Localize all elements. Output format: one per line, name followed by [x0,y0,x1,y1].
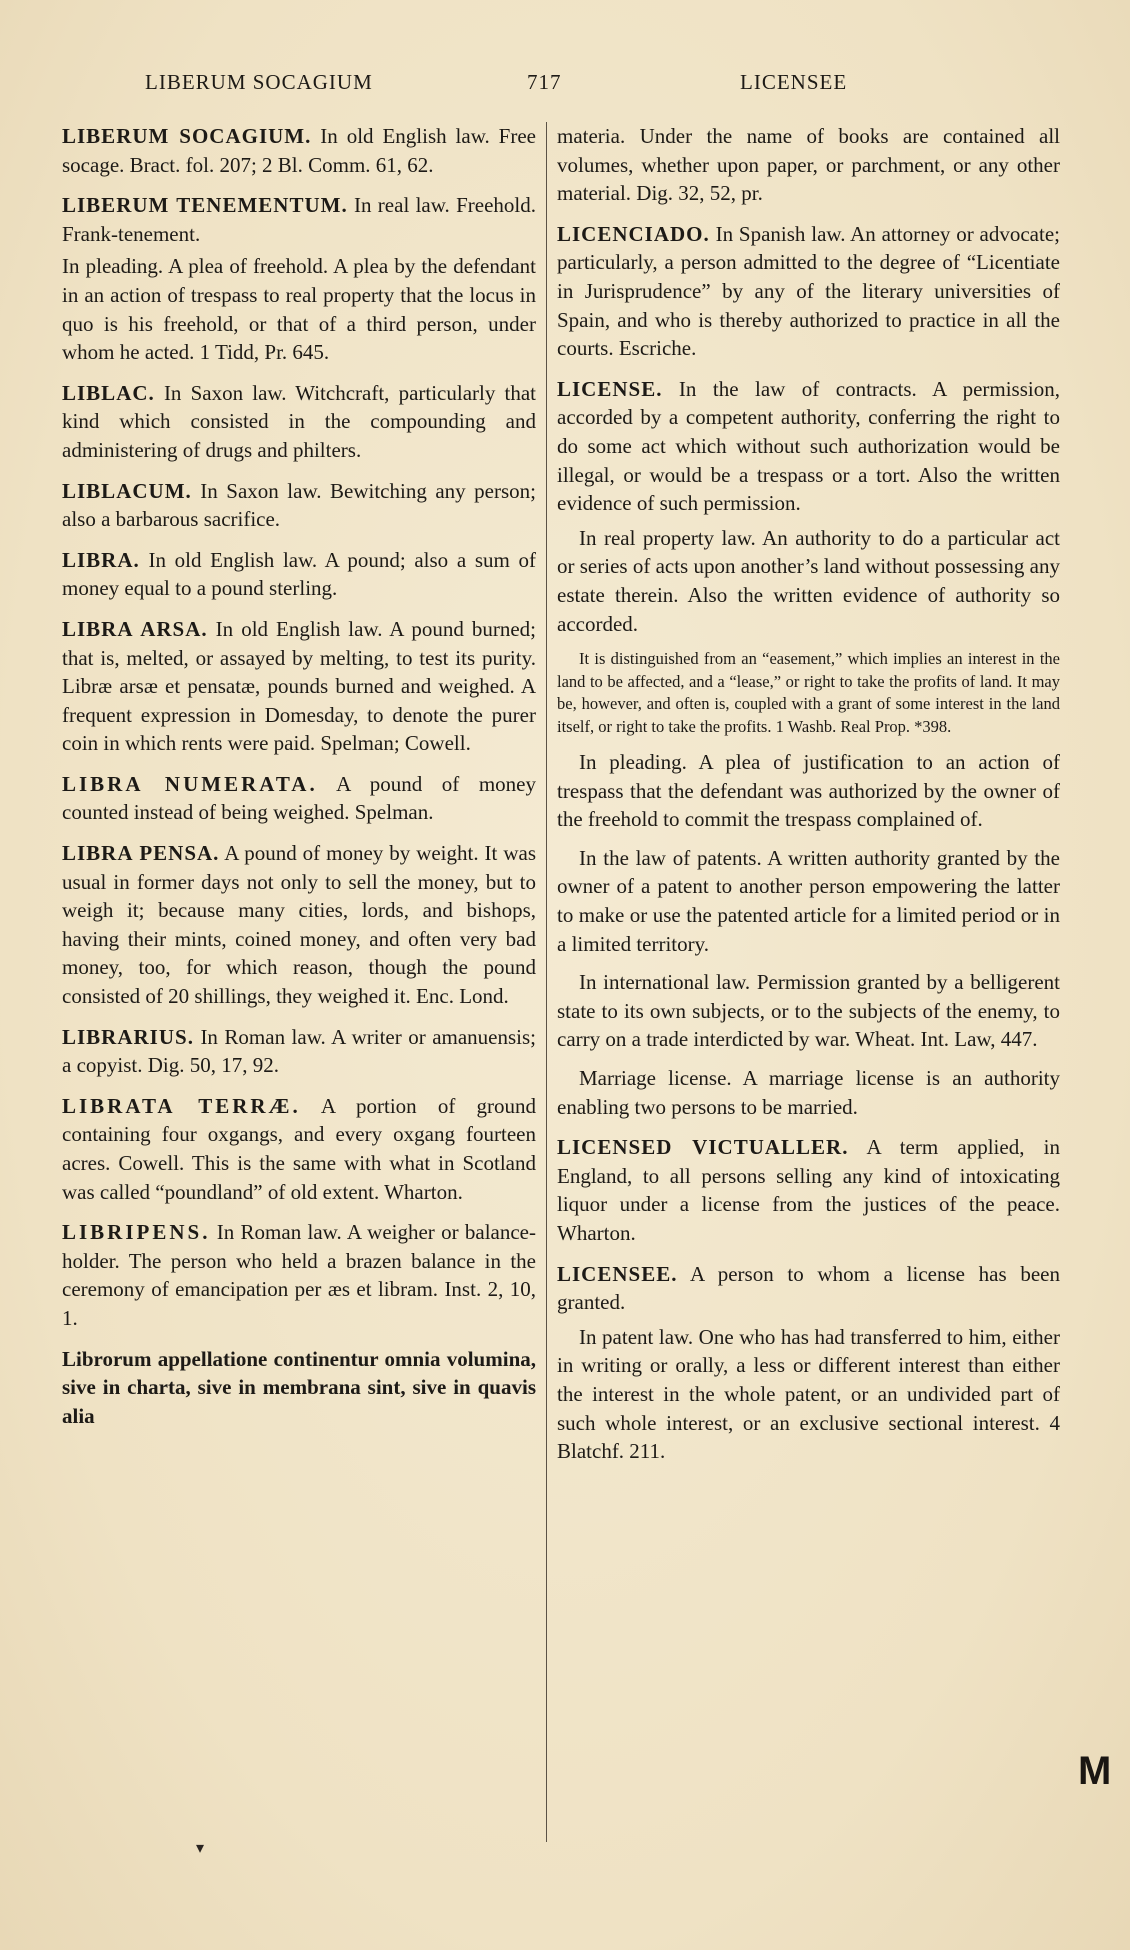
running-head-left: LIBERUM SOCAGIUM [145,70,373,94]
definition-marriage: Marriage license. A marriage license is an authority enabling two persons to be married. [557,1066,1060,1119]
entry-libra-pensa [62,839,536,1011]
definition-patent-law: In patent law. One who has had transferred to him, either in writing or orally, a less or different interest than either the interest in the whole patent, or an undivided part of such whole interest, or an exclusive sectional interest. 4 Blatchf. 211. [557,1324,1060,1464]
definition: In old English law. A pound burned; that is, melted, or assayed by melting, to test its purity. Libræ arsæ et pensatæ, pounds burned and weighed. A frequent expression in Domesday, to denote the purer coin in which rents were paid. Spelman; Cowell. [62,616,536,756]
entry-license [557,375,1060,1121]
headword: LIBRA ARSA. [62,616,208,641]
headword: LIBRIPENS. [62,1220,211,1245]
headword: LICENSED VICTUALLER. [557,1135,849,1160]
running-head-right: LICENSEE [740,70,848,94]
entry-librarius [62,1023,536,1080]
headword: LIBLACUM. [62,478,192,503]
entry-licensee [557,1260,1060,1466]
definition: In Roman law. A weigher or balance-holder. The person who held a brazen balance in the ceremony of emancipation per æs et libram. Inst. 2, 10, 1. [62,1220,536,1330]
continuation-text: materia. Under the name of books are contained all volumes, whether upon paper, or parchment, or any other material. Dig. 32, 52, pr. [557,124,1060,206]
headword: LIBRA NUMERATA. [62,771,318,796]
entry-libra [62,546,536,603]
definition: A portion of ground containing four oxgangs, and every oxgang fourteen acres. Cowell. This is the same with what in Scotland was called “poundland” of old extent. Wharton. [62,1093,536,1204]
entry-libripens [62,1218,536,1332]
definition: In the law of contracts. A permission, accorded by a competent authority, conferring the right to do some act which without such authorization would be illegal, or would be a trespass or a tort. Also the written evidence of such permission. [557,376,1060,516]
definition: In real law. Freehold. Frank-tenement. [62,193,536,246]
definition: A term applied, in England, to all persons selling any kind of intoxicating liquor under a license from the justices of the peace. Wharton. [557,1135,1060,1245]
entry-licenciado [557,220,1060,363]
definition: In Spanish law. An attorney or advocate; particularly, a person admitted to the degree of “Licentiate in Jurisprudence” by any of the literary universities of Spain, and who is thereby authorized to practice in all the courts. Escriche. [557,221,1060,361]
definition: A pound of money by weight. It was usual in former days not only to sell the money, but to weigh it; because many cities, lords, and bishops, having their mints, coined money, and often very bad money, too, for which reason, though the pound consisted of 20 shillings, they weighed it. Enc. Lond. [62,841,537,1009]
entry-libra-numerata [62,770,536,827]
entry-liblacum [62,477,536,534]
definition: In old English law. Free socage. Bract. fol. 207; 2 Bl. Comm. 61, 62. [62,124,536,177]
definition: A person to whom a license has been granted. [557,1261,1060,1315]
entry-librorum-maxim [62,1345,536,1431]
entry-liberum-tenementum [62,191,536,367]
definition-international: In international law. Permission granted by a belligerent state to its own subjects, or to the subjects of the enemy, to carry on a trade interdicted by war. Wheat. Int. Law, 447. [557,970,1060,1052]
entry-librata-terrae [62,1092,536,1206]
headword: LIBERUM TENEMENTUM. [62,193,348,218]
headword: LICENSEE. [557,1261,678,1286]
left-column [62,122,536,1442]
headword: LICENSE. [557,376,663,401]
column-divider [546,122,547,1842]
entry-licensed-victualler [557,1133,1060,1247]
headword: LIBRATA TERRÆ. [62,1093,301,1118]
stray-print-mark: ▾ [196,1840,205,1857]
headword: LIBERUM SOCAGIUM. [62,124,312,148]
maxim-text: Librorum appellatione continentur omnia volumina, sive in charta, sive in membrana sint, sive in quavis alia [62,1346,536,1428]
entry-libra-arsa [62,615,536,758]
headword: LIBRARIUS. [62,1024,194,1049]
headword: LIBLAC. [62,380,155,405]
definition: In Roman law. A writer or amanuensis; a copyist. Dig. 50, 17, 92. [62,1024,536,1078]
headword: LIBRA PENSA. [62,841,220,866]
entry-liberum-socagium [62,122,536,179]
entry-liblac [62,379,536,465]
footnote-easement: It is distinguished from an “easement,” which implies an interest in the land to be affected, and a “lease,” or right to take the profits of land. It may be, however, and often is, coupled with a grant of some interest in the land itself, or right to take the profits. 1 Washb. Real Prop. *398. [557,649,1060,736]
right-column [557,122,1060,1478]
definition: In Saxon law. Witchcraft, particularly that kind which consisted in the compounding and administering of drugs and philters. [62,380,536,462]
definition-patents: In the law of patents. A written authority granted by the owner of a patent to another person empowering the latter to make or use the patented article for a limited period or in a limited territory. [557,845,1060,956]
headword: LICENCIADO. [557,221,710,246]
definition: In old English law. A pound; also a sum of money equal to a pound sterling. [62,547,536,601]
definition-pleading: In pleading. A plea of justification to an action of trespass that the defendant was authorized by the owner of the freehold to commit the trespass complained of. [557,750,1060,832]
running-head [0,70,1130,100]
definition-pleading: In pleading. A plea of freehold. A plea by the defendant in an action of trespass to real property that the locus in quo is his freehold, or that of a third person, under whom he acted. 1 Tidd, Pr. 645. [62,254,536,365]
definition: In Saxon law. Bewitching any person; also a barbarous sacrifice. [62,478,536,532]
headword: LIBRA. [62,547,140,572]
definition: A pound of money counted instead of being weighed. Spelman. [62,771,537,825]
thumb-index-tab: M [1078,1749,1112,1793]
definition-real-property: In real property law. An authority to do a particular act or series of acts upon another’s land without possessing any estate therein. Also the written evidence of authority so accorded. [557,525,1060,636]
page-number: 717 [527,70,562,94]
